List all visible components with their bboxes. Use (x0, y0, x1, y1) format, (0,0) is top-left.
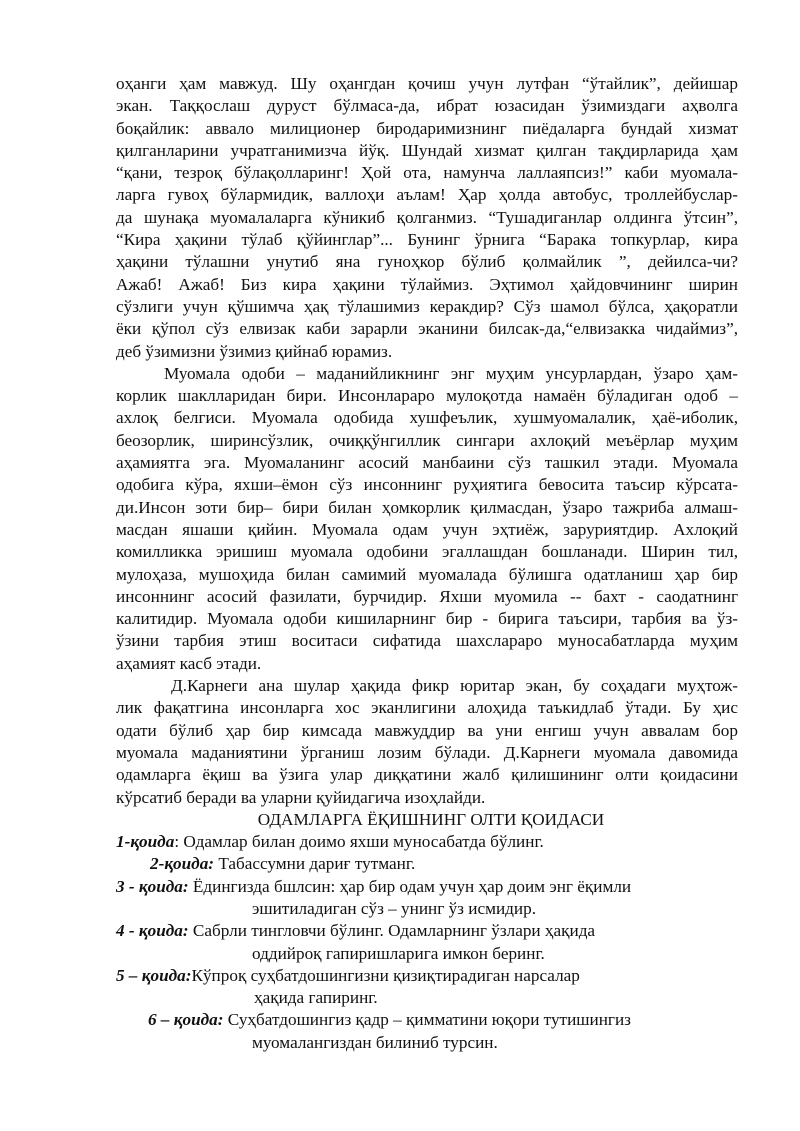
text-line: одати бўлиб ҳар бир кимсада мавжуддир ва уни енгиш учун аввалам бор (116, 720, 738, 740)
text-line: “қани, тезроқ бўлақолларинг! Ҳой ота, намунча лаллаяпсиз!” каби муомала- (116, 163, 738, 183)
paragraph-3 (116, 675, 738, 809)
text-line: Д.Карнеги ана шулар ҳақида фикр юритар экан, бу соҳадаги муҳтож- (171, 676, 738, 696)
text-line: корлик шаклларидан бири. Инсонлараро мулоқотда намаён бўладиган одоб – (116, 386, 738, 406)
section-heading: ОДАМЛАРГА ЁҚИШНИНГ ОЛТИ ҚОИДАСИ (257, 809, 605, 829)
rule-text: Ёдингизда бшлсин: ҳар бир одам учун ҳар доим энг ёқимли (188, 876, 632, 896)
rules-list (116, 831, 738, 1054)
rule-item (116, 1009, 738, 1031)
rule-label: 1-қоида (116, 832, 175, 852)
rule-label: 3 - қоида: (116, 876, 189, 896)
paragraph-1 (116, 73, 738, 363)
rule-continuation: эшитиладиган сўз – унинг ўз исмидир. (252, 898, 536, 918)
rule-text: Кўпроқ суҳбатдошингизни қизиқтирадиган нарсалар (191, 965, 580, 985)
text-line: аҳамиятга эга. Муомаланинг асосий манбаини сўз ташкил этади. Муомала (116, 453, 738, 473)
text-line: комилликка эришиш муомала одобини эгаллашдан бошланади. Ширин тил, (116, 542, 738, 562)
text-line: “Кира ҳақини тўлаб қўйинглар”... Бунинг ўрнига “Барака топкурлар, кира (116, 230, 738, 250)
rule-label: 5 – қоида: (116, 965, 192, 985)
rule-label: 2-қоида: (150, 854, 215, 874)
text-line: масдан яшаши қийин. Муомала одам учун эҳтиёж, заруриятдир. Ахлоқий (116, 519, 738, 539)
text-line: одамларга ёқиш ва ўзига улар диққатини жалб қилишининг олти қоидасини (116, 765, 738, 785)
rule-text: Сабрли тингловчи бўлинг. Одамларнинг ўзлари ҳақида (188, 921, 596, 941)
rule-text: Суҳбатдошингиз қадр – қимматини юқори тутишингиз (223, 1010, 631, 1030)
text-line: ахлоқ белгиси. Муомала одобида хушфеълик, хушмуомалалик, ҳаё-иболик, (116, 408, 738, 428)
rule-item (116, 920, 738, 942)
text-line: ҳақини тўлашни унутиб яна гуноҳкор бўлиб қолмайлик ”, дейилса-чи? (116, 252, 738, 272)
text-line: ўзини тарбия этиш воситаси сифатида шахслараро муносабатларда муҳим (116, 631, 738, 651)
document-page (116, 73, 738, 1054)
text-line: да шунақа муомалаларга кўникиб қолганмиз. “Тушадиганлар олдинга ўтсин”, (116, 207, 738, 227)
rule-continuation: оддийроқ гапиришларига имкон беринг. (252, 943, 545, 963)
paragraph-2 (116, 363, 738, 675)
text-line: ларга гувоҳ бўлармидик, валлоҳи аълам! Ҳар ҳолда автобус, троллейбуслар- (116, 185, 738, 205)
text-line: муомала маданиятини ўрганиш лозим бўлади. Д.Карнеги муомала давомида (116, 742, 738, 762)
text-line: қилганларини учратганимизча йўқ. Шундай хизмат қилган тақдирларида ҳам (116, 140, 738, 160)
text-line: оҳанги ҳам мавжуд. Шу оҳангдан қочиш учун лутфан “ўтайлик”, дейишар (116, 74, 738, 93)
text-line: боқайлик: аввало милиционер биродаримизнинг пиёдаларга бундай хизмат (116, 118, 738, 138)
rule-label: 4 - қоида: (116, 921, 189, 941)
rule-continuation: ҳақида гапиринг. (254, 988, 378, 1008)
text-line: ёки қўпол сўз елвизак каби зарарли эканини билсак-да,“елвизакка чидаймиз”, (116, 319, 738, 339)
rule-text: Одамлар билан доимо яхши муносабатда бўлинг. (179, 832, 544, 852)
rule-item (116, 965, 738, 987)
rule-item (116, 853, 738, 875)
text-line: аҳамият касб этади. (116, 653, 262, 673)
rule-item (116, 831, 738, 853)
text-line: ди.Инсон зоти бир– бири билан ҳомкорлик қилмасдан, ўзаро тажриба алмаш- (116, 497, 738, 517)
text-line: лик фақатгина инсонларга хос эканлигини алоҳида таъкидлаб ўтади. Бу ҳис (116, 698, 738, 718)
rule-continuation: муомалангиздан билиниб турсин. (252, 1032, 498, 1052)
text-line: Ажаб! Ажаб! Биз кира ҳақини тўлаймиз. Эҳтимол ҳайдовчининг ширин (116, 274, 738, 294)
text-line: Муомала одоби – маданийликнинг энг муҳим унсурлардан, ўзаро ҳам- (164, 363, 738, 383)
rule-label: 6 – қоида: (148, 1010, 224, 1030)
rule-text: Табассумни дариғ тутманг. (214, 854, 416, 874)
rule-separator: : (174, 832, 180, 852)
text-line: деб ўзимизни ўзимиз қийнаб юрамиз. (116, 341, 393, 361)
text-line: экан. Таққослаш дуруст бўлмаса-да, ибрат юзасидан ўзимиздаги аҳволга (116, 96, 738, 116)
text-line: одобига кўра, яхши–ёмон сўз инсоннинг руҳиятига бевосита таъсир кўрсата- (116, 475, 738, 495)
text-line: беозорлик, ширинсўзлик, очиққўнгиллик сингари ахлоқий меъёрлар муҳим (116, 430, 738, 450)
text-line: сўзлиги учун қўшимча ҳақ тўлашимиз керакдир? Сўз шамол бўлса, ҳақоратли (116, 296, 738, 316)
text-line: кўрсатиб беради ва уларни қуйидагича изоҳлайди. (116, 787, 486, 807)
text-line: калитидир. Муомала одоби кишиларнинг бир - бирига таъсири, тарбия ва ўз- (116, 609, 738, 629)
text-line: инсоннинг асосий фазилати, бурчидир. Яхши муомила -- бахт - саодатнинг (116, 586, 738, 606)
rule-item (116, 876, 738, 898)
text-line: мулоҳаза, мушоҳида билан самимий муомалада бўлишга одатланиш ҳар бир (116, 564, 738, 584)
